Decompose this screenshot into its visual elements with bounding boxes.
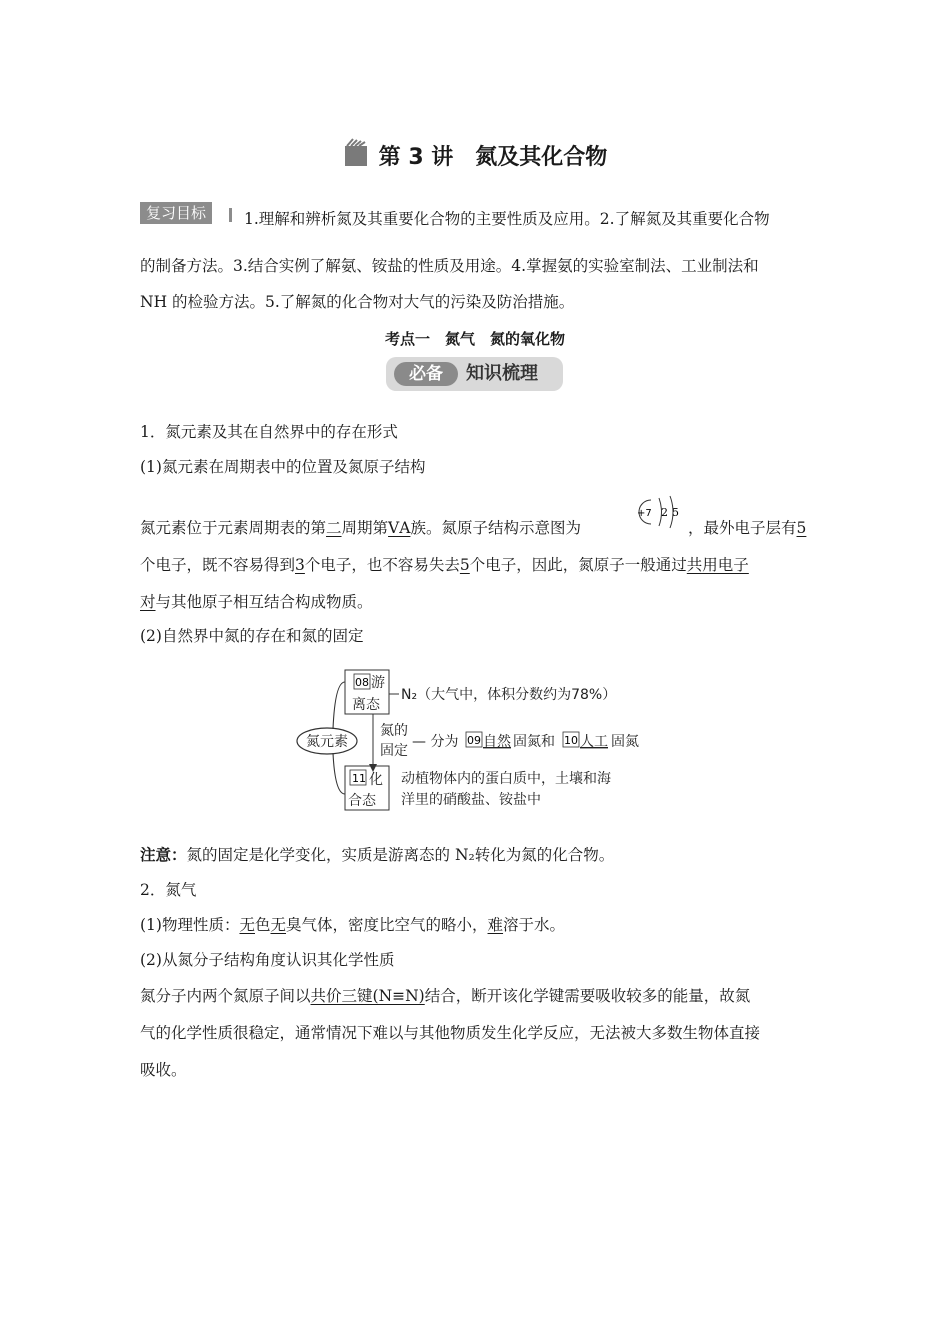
- root-label: 氮元素: [306, 734, 348, 750]
- answer-shared-pair: 共用电子: [686, 556, 749, 574]
- answer-lose: 5: [459, 556, 470, 574]
- answer-group: ⅤA: [388, 519, 411, 537]
- paragraph-line-1: 氮元素位于元素周期表的第二周期第ⅤA族。氮原子结构示意图为: [140, 519, 581, 537]
- answer-period: 二: [326, 519, 342, 537]
- heading-2: 2．氮气: [140, 881, 197, 899]
- heading-1: 1．氮元素及其在自然界中的存在形式: [140, 423, 398, 441]
- title-text: 第 3 讲 氮及其化合物: [378, 145, 608, 170]
- heading-1-1: (1)氮元素在周期表中的位置及氮原子结构: [140, 458, 426, 476]
- fixation-text-c: 固氮: [611, 734, 639, 750]
- shell-2-electrons: 5: [672, 506, 679, 519]
- shell-1-electrons: 2: [661, 506, 668, 519]
- natural-fixation: 自然: [483, 734, 511, 750]
- artificial-fixation: 人工: [580, 734, 608, 750]
- goals-line-2: 的制备方法。3.结合实例了解氨、铵盐的性质及用途。4.掌握氨的实验室制法、工业制法和: [140, 257, 759, 275]
- branch-up: [333, 682, 345, 729]
- compound-description-1: 动植物体内的蛋白质中，土壤和海: [401, 771, 611, 787]
- note-line: 注意：氮的固定是化学变化，实质是游离态的 N₂转化为氮的化合物。: [140, 846, 615, 864]
- compound-label-2: 合态: [348, 793, 376, 809]
- paragraph-line-1-tail: ，最外电子层有5: [688, 519, 807, 537]
- pill-right-label: 知识梳理: [466, 363, 538, 384]
- answer-triple-bond: 共价三键(N≡N): [310, 987, 425, 1005]
- fixation-text-a: — 分为: [412, 734, 459, 750]
- compound-label-1: 化: [369, 772, 383, 788]
- num-11: 11: [352, 772, 366, 785]
- paragraph-line-2: 个电子，既不容易得到3个电子，也不容易失去5个电子，因此，氮原子一般通过共用电子: [140, 556, 749, 574]
- free-description: N₂（大气中，体积分数约为78%）: [401, 687, 617, 703]
- paragraph-line-5: 气的化学性质很稳定，通常情况下难以与其他物质发生化学反应，无法被大多数生物体直接: [140, 1024, 761, 1042]
- paragraph-line-4: 氮分子内两个氮原子间以共价三键(N≡N)结合，断开该化学键需要吸收较多的能量，故氮: [140, 987, 751, 1005]
- review-goals-badge: 复习目标: [140, 202, 212, 224]
- answer-gain: 3: [295, 556, 305, 574]
- heading-2-2: (2)从氮分子结构角度认识其化学性质: [140, 951, 395, 969]
- num-09: 09: [467, 734, 481, 747]
- compound-description-2: 洋里的硝酸盐、铵盐中: [401, 792, 541, 808]
- page-title: [0, 138, 950, 171]
- fixation-label-1: 氮的: [380, 723, 408, 739]
- fixation-text-b: 固氮和: [513, 734, 555, 750]
- book-icon: [343, 138, 371, 168]
- badge-bar: [229, 208, 232, 222]
- paragraph-line-3: 对与其他原子相互结合构成物质。: [140, 593, 373, 611]
- goals-line-3: NH 的检验方法。5.了解氮的化合物对大气的污染及防治措施。: [140, 293, 575, 311]
- fixation-label-2: 固定: [380, 743, 408, 759]
- answer-outer-electrons: 5: [796, 519, 807, 537]
- paragraph-line-6: 吸收。: [140, 1061, 187, 1079]
- nitrogen-existence-diagram: [295, 668, 655, 818]
- free-label-1: 游: [371, 675, 385, 691]
- branch-down: [333, 753, 345, 794]
- nitrogen-atom-structure: [633, 494, 685, 530]
- note-label: 注意：: [140, 846, 187, 864]
- free-label-2: 离态: [352, 697, 380, 713]
- heading-1-2: (2)自然界中氮的存在和氮的固定: [140, 627, 364, 645]
- physical-properties: (1)物理性质：无色无臭气体，密度比空气的略小，难溶于水。: [140, 916, 566, 934]
- goals-line-1: 1.理解和辨析氮及其重要化合物的主要性质及应用。2.了解氮及其重要化合物: [244, 210, 770, 228]
- section-title: 考点一 氮气 氮的氧化物: [384, 330, 565, 348]
- pill-left-label: 必备: [394, 362, 458, 386]
- num-08: 08: [355, 676, 369, 689]
- nucleus-charge: +7: [637, 508, 652, 519]
- knowledge-pill: [386, 357, 563, 391]
- num-10: 10: [564, 734, 578, 747]
